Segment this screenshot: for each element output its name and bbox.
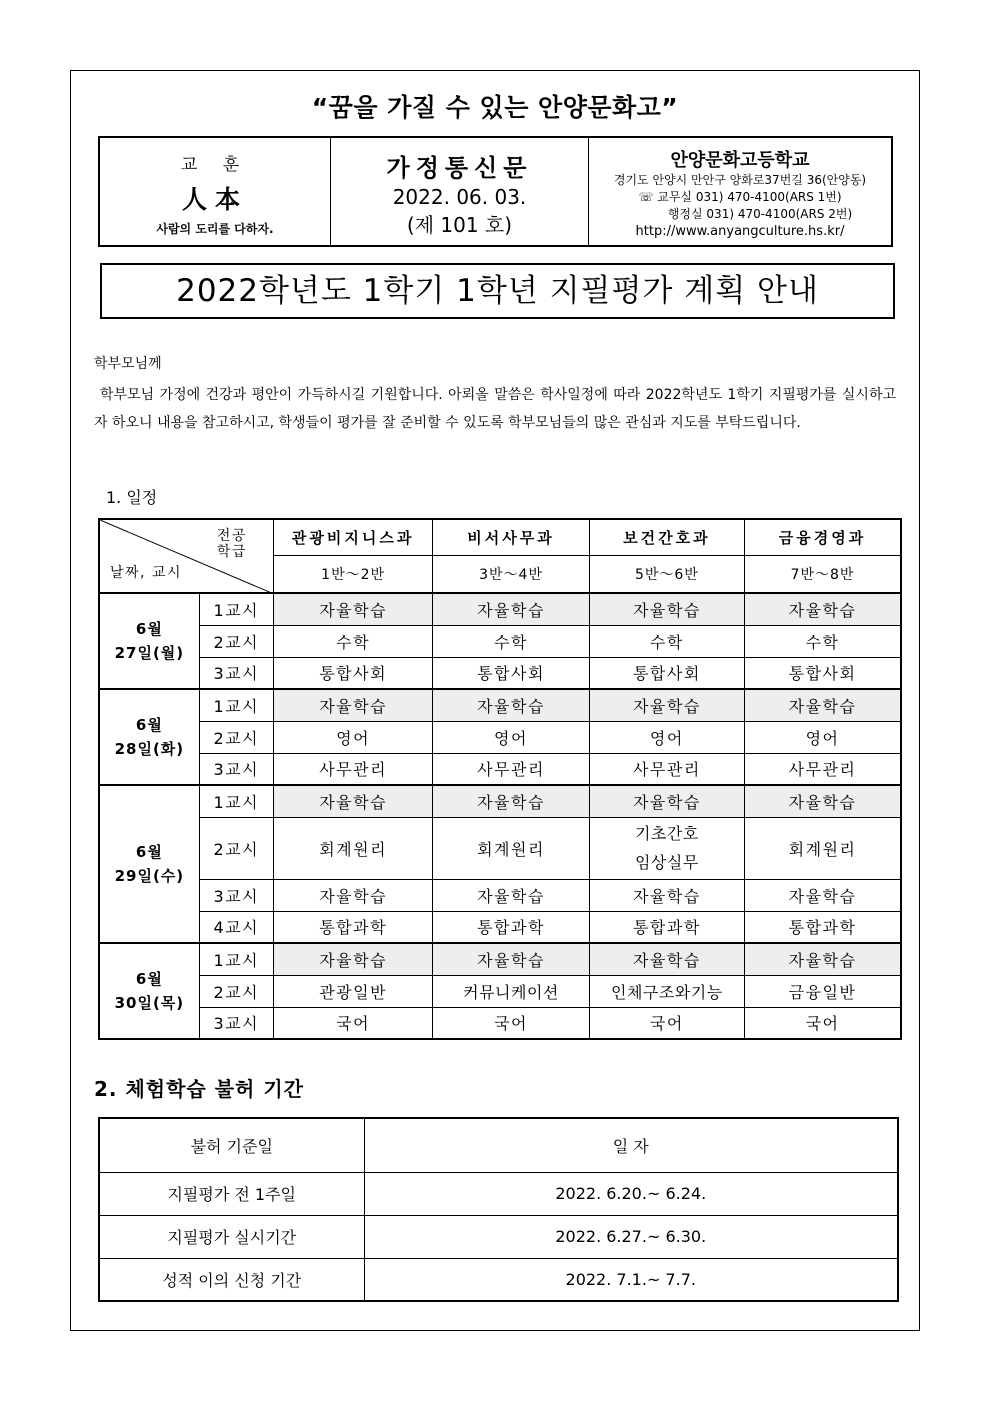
- schedule-period-row: [99, 625, 901, 657]
- restriction-header-row: [99, 1118, 898, 1172]
- exam-day-month: 6월: [135, 970, 163, 988]
- period-label: 4교시: [199, 911, 273, 943]
- letter-header: [98, 136, 893, 247]
- schedule-period-row: [99, 943, 901, 975]
- body-paragraph: 학부모님 가정에 건강과 평안이 가득하시길 기원합니다. 아뢰올 말씀은 학사일정에 따라 2022학년도 1학기 지필평가를 실시하고자 하오니 내용을 참고하시고, 학생들이 평가를 잘 준비할 수 있도록 학부모님들의 많은 관심과 지도를 부탁드립니다.: [94, 387, 896, 431]
- exam-subject: 사무관리: [433, 753, 589, 785]
- exam-day-cell: [99, 785, 199, 943]
- exam-day-month: 6월: [135, 843, 163, 861]
- section-heading-schedule: 1. 일정: [106, 488, 158, 507]
- newsletter-info-cell: [331, 138, 589, 245]
- exam-subject: 자율학습: [433, 689, 589, 721]
- period-label: 2교시: [199, 625, 273, 657]
- exam-subject: 수학: [589, 625, 744, 657]
- motto-subtitle: 사람의 도리를 다하자.: [156, 222, 274, 236]
- exam-subject: 통합과학: [589, 911, 744, 943]
- exam-subject: 수학: [273, 625, 432, 657]
- exam-subject: 회계원리: [433, 817, 589, 879]
- greeting: 학부모님께: [94, 356, 162, 372]
- department-header: 금융경영과: [745, 519, 901, 555]
- exam-subject: 자율학습: [745, 689, 901, 721]
- schedule-period-row: [99, 1007, 901, 1039]
- school-phone-admin: 행정실 031) 470-4100(ARS 2번): [667, 207, 853, 221]
- restriction-label: 성적 이의 신청 기간: [99, 1258, 364, 1301]
- schedule-period-row: [99, 721, 901, 753]
- restriction-row: [99, 1215, 898, 1258]
- exam-subject: 자율학습: [745, 785, 901, 817]
- exam-day-month: 6월: [135, 620, 163, 638]
- exam-subject: 자율학습: [589, 785, 744, 817]
- exam-subject: 국어: [745, 1007, 901, 1039]
- exam-day-date: 29일(수): [114, 867, 185, 885]
- corner-bottom-label: 날짜, 교시: [110, 565, 182, 581]
- exam-subject: 통합사회: [589, 657, 744, 689]
- newsletter-issue: (제 101 호): [406, 213, 513, 237]
- period-label: 3교시: [199, 657, 273, 689]
- schedule-period-row: [99, 593, 901, 625]
- class-range: 7반～8반: [745, 555, 901, 593]
- exam-subject: 자율학습: [433, 943, 589, 975]
- schedule-period-row: [99, 879, 901, 911]
- restriction-row: [99, 1172, 898, 1215]
- schedule-period-row: [99, 817, 901, 879]
- corner-diagonal: [100, 520, 274, 594]
- field-trip-restriction-table: [98, 1117, 899, 1302]
- schedule-corner-cell: [99, 519, 273, 593]
- schedule-period-row: [99, 753, 901, 785]
- period-label: 1교시: [199, 943, 273, 975]
- exam-subject: 회계원리: [273, 817, 432, 879]
- period-label: 3교시: [199, 753, 273, 785]
- exam-subject: 국어: [273, 1007, 432, 1039]
- exam-subject: 커뮤니케이션: [433, 975, 589, 1007]
- exam-day-cell: [99, 943, 199, 1039]
- exam-day-month: 6월: [135, 716, 163, 734]
- exam-subject: 자율학습: [273, 785, 432, 817]
- document-title: 2022학년도 1학기 1학년 지필평가 계획 안내: [100, 263, 895, 319]
- restriction-label: 지필평가 실시기간: [99, 1215, 364, 1258]
- period-label: 2교시: [199, 817, 273, 879]
- exam-subject: 영어: [273, 721, 432, 753]
- school-contact-cell: [589, 138, 891, 245]
- exam-day-date: 30일(목): [114, 994, 185, 1012]
- exam-subject: 자율학습: [433, 593, 589, 625]
- department-header: 보건간호과: [589, 519, 744, 555]
- schedule-period-row: [99, 975, 901, 1007]
- exam-subject: 관광일반: [273, 975, 432, 1007]
- exam-subject: 통합과학: [745, 911, 901, 943]
- exam-subject: 통합사회: [745, 657, 901, 689]
- restriction-header-basis: 불허 기준일: [99, 1118, 364, 1172]
- exam-subject: 자율학습: [745, 943, 901, 975]
- exam-subject: 자율학습: [745, 879, 901, 911]
- motto-main: 人本: [181, 185, 248, 214]
- period-label: 1교시: [199, 593, 273, 625]
- exam-subject: 사무관리: [745, 753, 901, 785]
- exam-subject: 사무관리: [273, 753, 432, 785]
- restriction-dates: 2022. 6.27.~ 6.30.: [364, 1215, 898, 1258]
- exam-subject: 국어: [433, 1007, 589, 1039]
- exam-subject: 통합사회: [273, 657, 432, 689]
- exam-day-cell: [99, 593, 199, 689]
- exam-day-date: 27일(월): [114, 644, 185, 662]
- corner-top-line1: 전공: [216, 528, 247, 544]
- period-label: 3교시: [199, 879, 273, 911]
- schedule-period-row: [99, 689, 901, 721]
- newsletter-date: 2022. 06. 03.: [392, 185, 527, 209]
- exam-subject: 영어: [589, 721, 744, 753]
- exam-subject: 국어: [589, 1007, 744, 1039]
- exam-subject: 금융일반: [745, 975, 901, 1007]
- exam-subject: 자율학습: [589, 879, 744, 911]
- exam-day-date: 28일(화): [114, 740, 185, 758]
- exam-schedule-table: [98, 518, 902, 1040]
- class-range: 3반～4반: [433, 555, 589, 593]
- exam-subject: 자율학습: [433, 785, 589, 817]
- period-label: 1교시: [199, 785, 273, 817]
- newsletter-title: 가정통신문: [386, 154, 533, 182]
- restriction-label: 지필평가 전 1주일: [99, 1172, 364, 1215]
- class-range: 5반～6반: [589, 555, 744, 593]
- exam-subject: 자율학습: [589, 943, 744, 975]
- school-phone-office: ☏ 교무실 031) 470-4100(ARS 1번): [638, 190, 842, 204]
- exam-subject: 통합사회: [433, 657, 589, 689]
- school-motto-cell: [100, 138, 331, 245]
- corner-top-label: [217, 528, 247, 560]
- exam-subject: 사무관리: [589, 753, 744, 785]
- department-header: 관광비지니스과: [273, 519, 432, 555]
- schedule-period-row: [99, 657, 901, 689]
- exam-subject: 자율학습: [273, 689, 432, 721]
- exam-subject: 수학: [745, 625, 901, 657]
- period-label: 2교시: [199, 721, 273, 753]
- school-name: 안양문화고등학교: [670, 150, 810, 171]
- school-slogan: “꿈을 가질 수 있는 안양문화고”: [311, 93, 679, 122]
- schedule-period-row: [99, 785, 901, 817]
- exam-subject: 인체구조와기능: [589, 975, 744, 1007]
- schedule-period-row: [99, 911, 901, 943]
- exam-subject: 자율학습: [273, 943, 432, 975]
- period-label: 2교시: [199, 975, 273, 1007]
- exam-day-cell: [99, 689, 199, 785]
- exam-subject: 영어: [745, 721, 901, 753]
- exam-subject: 자율학습: [745, 593, 901, 625]
- schedule-header-row: [99, 519, 901, 555]
- exam-subject: 자율학습: [589, 689, 744, 721]
- department-header: 비서사무과: [433, 519, 589, 555]
- exam-subject: 자율학습: [273, 593, 432, 625]
- exam-subject: 회계원리: [745, 817, 901, 879]
- exam-subject: 영어: [433, 721, 589, 753]
- class-range: 1반～2반: [273, 555, 432, 593]
- restriction-dates: 2022. 7.1.~ 7.7.: [364, 1258, 898, 1301]
- exam-subject: 통합과학: [433, 911, 589, 943]
- exam-subject: 통합과학: [273, 911, 432, 943]
- exam-subject: 자율학습: [433, 879, 589, 911]
- restriction-header-dates: 일 자: [364, 1118, 898, 1172]
- restriction-dates: 2022. 6.20.~ 6.24.: [364, 1172, 898, 1215]
- corner-top-line2: 학급: [216, 544, 247, 560]
- motto-label: 교 훈: [180, 155, 250, 175]
- school-url[interactable]: http://www.anyangculture.hs.kr/: [635, 224, 845, 239]
- restriction-row: [99, 1258, 898, 1301]
- school-address: 경기도 안양시 만안구 양화로37번길 36(안양동): [613, 173, 867, 187]
- exam-subject: 자율학습: [589, 593, 744, 625]
- section-heading-field-trip: 2. 체험학습 불허 기간: [94, 1077, 304, 1101]
- exam-subject: 수학: [433, 625, 589, 657]
- exam-subject: 기초간호 임상실무: [589, 817, 744, 879]
- exam-subject: 자율학습: [273, 879, 432, 911]
- period-label: 3교시: [199, 1007, 273, 1039]
- period-label: 1교시: [199, 689, 273, 721]
